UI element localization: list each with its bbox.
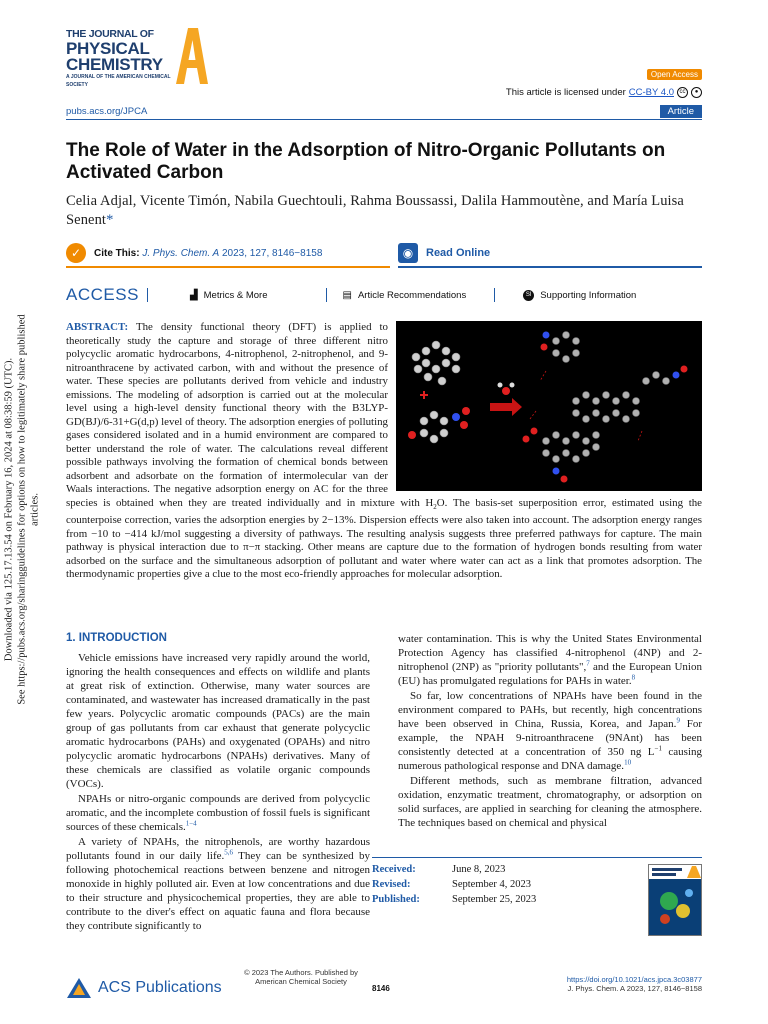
journal-logo-line2: PHYSICAL	[66, 39, 150, 58]
journal-url[interactable]: pubs.acs.org/JPCA	[66, 106, 148, 117]
paragraph-text: NPAHs or nitro-organic compounds are derived from polycyclic aromatic, and the incomplete combustion of fossil fuels is significant sources of these chemicals.	[66, 793, 370, 833]
page-number: 8146	[372, 984, 390, 993]
article-type-badge: Article	[660, 105, 702, 118]
read-online-bar[interactable]	[398, 240, 702, 268]
read-online-label: Read Online	[426, 247, 491, 259]
by-icon: ●	[691, 87, 702, 98]
citation-ref[interactable]: 8	[631, 673, 636, 682]
cite-details: 2023, 127, 8146−8158	[222, 247, 323, 259]
journal-logo-line1: THE JOURNAL OF	[66, 28, 154, 40]
section-heading: 1. INTRODUCTION	[66, 632, 167, 644]
citation-ref[interactable]: 5,6	[224, 848, 234, 857]
paragraph-text: So far, low concentrations of NPAHs have been found in the environment compared to PAHs, but recently, high concentrations have been observed in China, Russia, Korea, and Japan.	[398, 690, 702, 730]
article-list-icon: ▤	[342, 289, 352, 301]
access-label: ACCESS	[66, 285, 139, 304]
paragraph-text: A variety of NPAHs, the nitrophenols, are worthy hazardous pollutants found in our daily life.	[66, 836, 370, 862]
download-note-line1: Downloaded via 125.17.13.54 on February 16, 2024 at 08:38:59 (UTC).	[3, 357, 15, 662]
cc-icon: cc	[677, 87, 688, 98]
left-column	[66, 631, 370, 934]
paragraph	[66, 792, 370, 834]
journal-cover-thumbnail[interactable]	[648, 864, 702, 936]
recommendations-label: Article Recommendations	[357, 289, 467, 301]
cite-label: Cite This:	[94, 247, 140, 259]
cite-text	[94, 248, 322, 259]
citation-ref[interactable]: 1−4	[185, 819, 197, 828]
access-bar	[66, 284, 702, 306]
received-date: June 8, 2023	[452, 864, 506, 875]
publisher-name: ACS Publications	[98, 979, 222, 996]
cover-image	[649, 865, 702, 936]
revised-label: Revised:	[372, 879, 411, 890]
metrics-link[interactable]	[190, 290, 268, 301]
supporting-info-link[interactable]	[523, 290, 636, 301]
toc-graphic	[396, 321, 702, 491]
paragraph	[66, 651, 370, 791]
paragraph	[66, 835, 370, 933]
abstract-label: ABSTRACT:	[66, 321, 129, 333]
author-names: Celia Adjal, Vicente Timón, Nabila Guechtouli, Rahma Boussassi, Dalila Hammoutène, and María Luisa Senent	[66, 193, 684, 228]
paragraph-text: Vehicle emissions have increased very rapidly around the world, ignoring the health consequences and effects on wildlife and plants at great risk of extinction. Otherwise, many water sources are contaminated, and wastewater has increased dramatically in the past few years. Polycyclic aromatic compounds (PACs) are the main group of gas pollutants from car exhaust that generate polycyclic aromatic hydrocarbons (PAHs) and oxygenated (OPAHs) and nitro polycyclic aromatic hydrocarbons (NPAHs) derivatives. Many of these chemicals are classified as volatile organic compounds (VOCs).	[66, 652, 370, 790]
copyright-line1: © 2023 The Authors. Published by	[244, 968, 358, 977]
revised-date: September 4, 2023	[452, 879, 532, 890]
citation-ref[interactable]: 9	[676, 716, 680, 725]
bar-chart-icon: ▟	[189, 289, 198, 301]
paragraph-text: water contamination. This is why the United States Environmental Protection Agency has classified 4-nitrophenol (4NP) and 2-nitrophenol (2NP) as "priority pollutants",	[398, 633, 702, 673]
supporting-info-label: Supporting Information	[540, 289, 637, 301]
paragraph	[398, 689, 702, 773]
citation-ref[interactable]: 7	[586, 659, 590, 668]
published-label: Published:	[372, 894, 420, 905]
supporting-info-icon: SI	[523, 290, 534, 301]
journal-logo-line4: A JOURNAL OF THE AMERICAN CHEMICAL SOCIETY	[66, 74, 171, 88]
license-prefix: This article is licensed under	[505, 87, 626, 98]
metrics-label: Metrics & More	[203, 289, 268, 301]
right-column	[398, 632, 702, 831]
toc-molecule-image	[396, 321, 702, 491]
citation-ref[interactable]: 10	[624, 758, 632, 767]
acs-publications-logo[interactable]	[66, 977, 222, 999]
divider	[326, 288, 327, 302]
paragraph	[398, 774, 702, 830]
received-label: Received:	[372, 864, 416, 875]
journal-letter-a-icon	[174, 26, 210, 86]
divider	[494, 288, 495, 302]
abstract-subscript: 2	[433, 502, 437, 511]
published-date: September 25, 2023	[452, 894, 537, 905]
license-line	[506, 87, 702, 98]
paragraph-text: Different methods, such as membrane filtration, advanced oxidation, enzymatic treatment, chromatography, or adsorption on solid surfaces, are applied in searching for cleaning the atmosphere. The techniques based on chemical and physical	[398, 775, 702, 829]
doi-link[interactable]: https://doi.org/10.1021/acs.jpca.3c03877	[566, 975, 702, 984]
copyright	[236, 968, 366, 986]
cite-check-icon: ✓	[66, 243, 86, 263]
doi-block	[567, 975, 702, 993]
download-note	[2, 300, 42, 720]
journal-reference: J. Phys. Chem. A 2023, 127, 8146−8158	[567, 984, 702, 993]
open-access-badge: Open Access	[647, 69, 702, 80]
paragraph-text: causing numerous pathological response and DNA damage.	[398, 746, 702, 772]
paragraph-text: They can be synthesized by following photochemical reactions between benzene and nitrogen monoxide in highly polluted air. Even at low concentrations and due to their structure and physicochemical properties, they are able to contribute to the diver's effect on aquatic fauna and flora because they contribute significantly to	[66, 850, 370, 932]
abstract-text-continued: O. The basis-set superposition error, estimated using the counterpoise correction, varies the adsorption energies by 2−13%. Dispersion effects were also taken into account. The adsorption energy ranges from −10 to −414 kJ/mol suggesting a diversity of pathways. The resulting analysis suggests three preferred pathways for capture. The main pathway is physical interaction due to π−π stacking. Other means are capture due to the formation of hydrogen bonds resulting from water adsorbed on the surface and the simultaneous adsorption of pollutant and water where water can act as a link that promotes adsorption. The thermodynamic properties give a clue to the most eco-friendly approaches for molecular adsorption.	[66, 496, 702, 581]
journal-topbar	[66, 106, 702, 120]
paragraph	[398, 632, 702, 688]
cite-this-bar[interactable]	[66, 240, 390, 268]
copyright-line2: American Chemical Society	[255, 977, 347, 986]
acs-triangle-icon	[66, 977, 92, 999]
author-list	[66, 192, 706, 230]
paragraph-text: For example, the NPAH 9-nitroanthracene (9NAnt) has been consistently detected at a concentration of 350 ng L	[398, 718, 702, 758]
abstract	[66, 321, 702, 582]
unit-exponent: −1	[654, 744, 662, 753]
globe-icon: ◉	[398, 243, 418, 263]
paragraph-text: and the European Union (EU) has promulgated regulations for PAHs in water.	[398, 661, 702, 687]
recommendations-link[interactable]	[343, 290, 467, 301]
journal-logo-line3: CHEMISTRY	[66, 55, 163, 74]
dates-divider	[372, 857, 702, 858]
license-link[interactable]: CC-BY 4.0	[628, 87, 674, 98]
download-note-line2: See https://pubs.acs.org/sharingguidelines for options on how to legitimately share published articles.	[16, 314, 41, 705]
corresponding-author-mark[interactable]: *	[106, 212, 114, 228]
abstract-text: The density functional theory (DFT) is applied to theoretically study the capture and storage of three different nitro polycyclic aromatic hydrocarbons, 4-nitrophenol, 2-nitrophenol, and 9-nitroanthracene by activated carbon, with and without the presence of water. These species are pollutants derived from vehicle and industry emissions. The modeling of adsorption is carried out at the molecular level using a high-level density functional theory with the B3LYP-GD(BJ)/6-31+G(d,p) level of theory. The adsorption energies of polluting gases considered isolated and in a humid environment are compared to better understand the role of water. The calculations reveal different possible pathways involving the formation of chemical bonds between adsorbent and adsorbate on the formation of intermolecular van der Waals interactions. The negative adsorption energy on AC for the three species is obtained when they are treated individually and in mixture with H	[66, 321, 434, 509]
cite-journal: J. Phys. Chem. A	[142, 247, 220, 259]
paper-title: The Role of Water in the Adsorption of Nitro-Organic Pollutants on Activated Carbon	[66, 140, 666, 183]
divider	[147, 288, 148, 302]
journal-logo	[66, 28, 186, 90]
